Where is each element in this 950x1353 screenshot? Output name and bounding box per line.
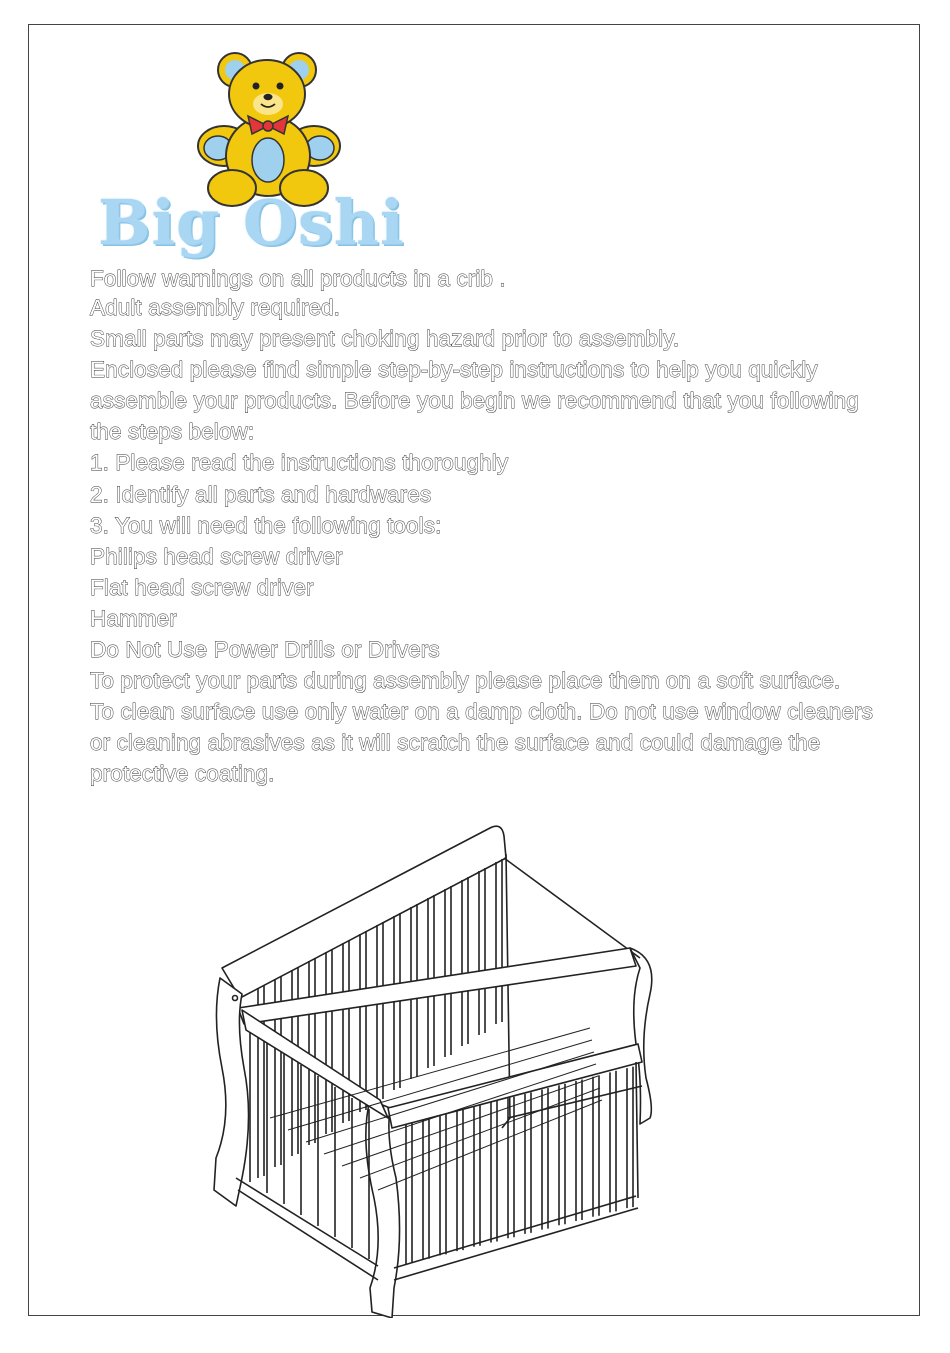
brand-logo (92, 38, 422, 270)
warning-small-parts: Small parts may present choking hazard prior to assembly. (90, 326, 680, 352)
tool-hammer: Hammer (90, 605, 177, 631)
assembly-instructions (90, 266, 880, 790)
warning-crib-products: Follow warnings on all products in a crib . (90, 266, 506, 291)
warning-adult-assembly: Adult assembly required. (90, 295, 341, 320)
power-tools-warning: Do Not Use Power Drills or Drivers (90, 637, 440, 663)
step-2: 2. Identify all parts and hardwares (90, 481, 432, 507)
step-3: 3. You will need the following tools: (90, 512, 442, 538)
cleaning-note: To clean surface use only water on a damp cloth. Do not use window cleaners or cleaning abrasives as it will scratch the surface and could damage the protective coating. (90, 699, 873, 787)
crib-illustration (210, 818, 670, 1318)
brand-name: Big Oshi (98, 186, 405, 259)
crib-drawing (210, 818, 670, 1318)
intro-paragraph: Enclosed please find simple step-by-step instructions to help you quickly assemble your products. Before you begin we recommend that you following the steps below: (90, 357, 859, 445)
tool-philips: Philips head screw driver (90, 543, 343, 569)
tool-flat-head: Flat head screw driver (90, 574, 314, 600)
step-1: 1. Please read the instructions thoroughly (90, 450, 509, 476)
protect-parts-note: To protect your parts during assembly please place them on a soft surface. (90, 668, 841, 694)
